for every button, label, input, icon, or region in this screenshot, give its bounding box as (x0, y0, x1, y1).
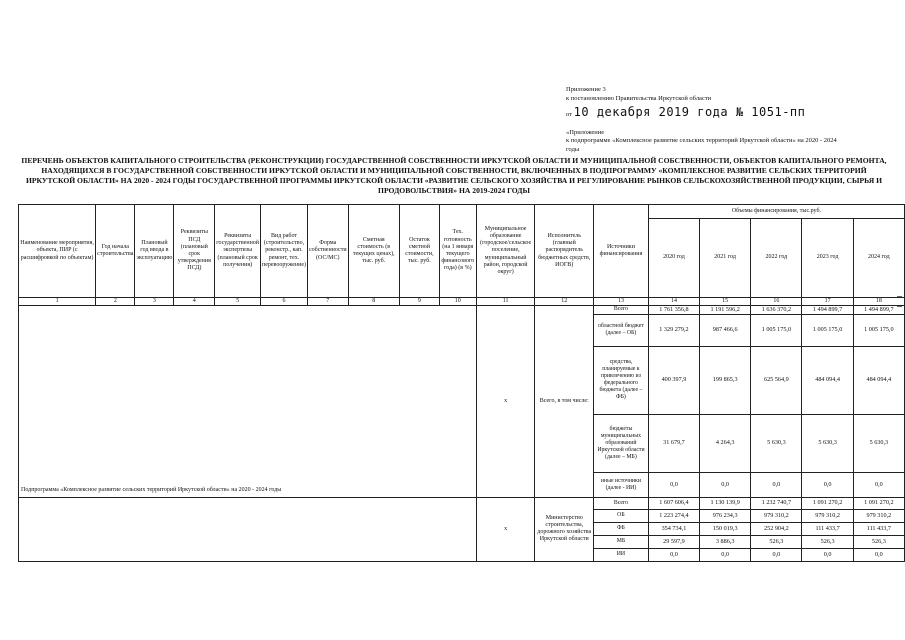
value-cell: 0,0 (853, 472, 904, 497)
col-number: 16 (751, 298, 802, 306)
header-plan-year: Плановый год ввода в эксплуатацию (135, 205, 174, 298)
appendix-date-line (566, 104, 896, 120)
value-cell: 150 019,3 (700, 522, 751, 535)
value-cell: 0,0 (802, 472, 853, 497)
col-number: 7 (308, 298, 349, 306)
block1-executor: Всего, в том числе: (535, 306, 594, 497)
appendix-sub-ref: к подпрограмме «Комплексное развитие сельских территорий Иркутской области» на 2020 - 2024 (566, 137, 837, 145)
value-cell: 1 091 270,2 (802, 497, 853, 509)
col-number: 11 (476, 298, 535, 306)
value-cell: 252 904,2 (751, 522, 802, 535)
col-number: 8 (348, 298, 399, 306)
header-funding-group: Объемы финансирования, тыс.руб. (648, 205, 904, 219)
source-cell: бюджеты муниципальных образований Иркутской области (далее – МБ) (594, 414, 649, 472)
value-cell: 979 310,2 (853, 509, 904, 522)
col-number: 3 (135, 298, 174, 306)
value-cell: 1 005 175,0 (853, 314, 904, 346)
value-cell: 979 310,2 (802, 509, 853, 522)
appendix-date-prefix: от (566, 110, 573, 118)
header-year-start: Год начала строительства (96, 205, 135, 298)
subprogram-label: Подпрограмма «Комплексное развитие сельских территорий Иркутской области» на 2020 - 2024 годы (19, 306, 477, 497)
value-cell: 1 005 175,0 (751, 314, 802, 346)
value-cell: 1 223 274,4 (648, 509, 699, 522)
value-cell: 0,0 (802, 548, 853, 561)
col-number: 1 (19, 298, 96, 306)
source-cell: Всего (594, 497, 649, 509)
col-number: 9 (400, 298, 440, 306)
block1-mark: х (476, 306, 535, 497)
header-year-2023: 2023 год (802, 219, 853, 298)
value-cell: 0,0 (700, 548, 751, 561)
value-cell: 31 679,7 (648, 414, 699, 472)
source-cell: ФБ (594, 522, 649, 535)
value-cell: 1 232 740,7 (751, 497, 802, 509)
value-cell: 0,0 (648, 472, 699, 497)
header-work-type: Вид работ (строительство, реконстр., кап. ремонт, тех. перевооружение) (261, 205, 308, 298)
value-cell: 3 886,3 (700, 535, 751, 548)
value-cell: 29 597,9 (648, 535, 699, 548)
value-cell: 987 466,6 (700, 314, 751, 346)
header-name: Наименование мероприятия, объекта, ПИР (с расшифровкой по объектам) (19, 205, 96, 298)
source-cell: ИИ (594, 548, 649, 561)
value-cell: 484 094,4 (853, 346, 904, 414)
header-year-2022: 2022 год (751, 219, 802, 298)
value-cell: 1 130 139,9 (700, 497, 751, 509)
value-cell: 1 329 279,2 (648, 314, 699, 346)
value-cell: 0,0 (700, 472, 751, 497)
header-remainder: Остаток сметной стоимости, тыс. руб. (400, 205, 440, 298)
value-cell: 400 397,9 (648, 346, 699, 414)
col-number: 5 (215, 298, 261, 306)
value-cell: 1 091 270,2 (853, 497, 904, 509)
value-cell: 526,3 (751, 535, 802, 548)
value-cell: 111 433,7 (853, 522, 904, 535)
value-cell: 625 564,9 (751, 346, 802, 414)
value-cell: 111 433,7 (802, 522, 853, 535)
col-number: 18 (853, 298, 904, 306)
block2-mark: х (476, 497, 535, 561)
col-number: 10 (439, 298, 476, 306)
value-cell: 1 191 596,2 (700, 306, 751, 314)
value-cell: 1 636 370,2 (751, 306, 802, 314)
source-cell: областной бюджет (далее – ОБ) (594, 314, 649, 346)
value-cell: 484 094,4 (802, 346, 853, 414)
value-cell: 0,0 (751, 472, 802, 497)
scan-margin-mark (897, 306, 902, 307)
header-readiness: Тех. готовность (на 1 января текущего финансового года) (в %) (439, 205, 476, 298)
appendix-block (566, 86, 896, 155)
document-title: ПЕРЕЧЕНЬ ОБЪЕКТОВ КАПИТАЛЬНОГО СТРОИТЕЛЬСТВА (РЕКОНСТРУКЦИИ) ГОСУДАРСТВЕННОЙ СОБСТВЕННОСТИ ИРКУТСКОЙ ОБЛАСТИ И МУНИЦИПАЛЬНОЙ СОБСТВЕННОСТИ, ОБЪЕКТОВ КАПИТАЛЬНОГО РЕМОНТА, НАХОДЯЩИХСЯ В ГОСУДАРСТВЕННОЙ СОБСТВЕННОСТИ ИРКУТСКОЙ ОБЛАСТИ И МУНИЦИПАЛЬНОЙ СОБСТВЕННОСТИ, ВКЛЮЧЕННЫХ В ПОДПРОГРАММУ «КОМПЛЕКСНОЕ РАЗВИТИЕ СЕЛЬСКИХ ТЕРРИТОРИЙ ИРКУТСКОЙ ОБЛАСТИ» НА 2020 - 2024 ГОДЫ ГОСУДАРСТВЕННОЙ ПРОГРАММЫ ИРКУТСКОЙ ОБЛАСТИ «РАЗВИТИЕ СЕЛЬСКОГО ХОЗЯЙСТВА И РЕГУЛИРОВАНИЕ РЫНКОВ СЕЛЬСКОХОЗЯЙСТВЕННОЙ ПРОДУКЦИИ, СЫРЬЯ И ПРОДОВОЛЬСТВИЯ» НА 2019-2024 ГОДЫ (21, 156, 887, 196)
value-cell: 1 005 175,0 (802, 314, 853, 346)
value-cell: 1 761 356,8 (648, 306, 699, 314)
appendix-date: 10 декабря 2019 года № 1051-пп (573, 104, 806, 119)
value-cell: 0,0 (853, 548, 904, 561)
col-number: 4 (174, 298, 215, 306)
col-number: 2 (96, 298, 135, 306)
col-number: 13 (594, 298, 649, 306)
appendix-sub-label: «Приложение (566, 128, 605, 136)
source-cell: средства, планируемые к привлечению из федерального бюджета (далее – ФБ) (594, 346, 649, 414)
header-expertise: Реквизиты государственной экспертизы (плановый срок получения) (215, 205, 261, 298)
header-psd: Реквизиты ПСД (плановый срок утверждения ПСД) (174, 205, 215, 298)
col-number: 6 (261, 298, 308, 306)
value-cell: 5 630,3 (802, 414, 853, 472)
scan-margin-mark (897, 296, 902, 297)
source-cell: Всего (594, 306, 649, 314)
objects-table (18, 204, 905, 562)
value-cell: 526,3 (853, 535, 904, 548)
value-cell: 5 630,3 (751, 414, 802, 472)
value-cell: 526,3 (802, 535, 853, 548)
value-cell: 1 494 899,7 (853, 306, 904, 314)
header-year-2020: 2020 год (648, 219, 699, 298)
header-year-2021: 2021 год (700, 219, 751, 298)
value-cell: 979 310,2 (751, 509, 802, 522)
col-number: 17 (802, 298, 853, 306)
header-executor: Исполнитель (главный распорядитель бюджетных средств, ИОГВ) (535, 205, 594, 298)
value-cell: 354 734,1 (648, 522, 699, 535)
value-cell: 4 264,3 (700, 414, 751, 472)
value-cell: 0,0 (751, 548, 802, 561)
value-cell: 1 494 899,7 (802, 306, 853, 314)
appendix-number: Приложение 3 (566, 86, 606, 93)
appendix-sub-ref-tail: годы (566, 146, 580, 154)
col-number: 14 (648, 298, 699, 306)
source-cell: ОБ (594, 509, 649, 522)
block2-executor: Министерство строительства, дорожного хозяйства Иркутской области (535, 497, 594, 561)
value-cell: 199 865,3 (700, 346, 751, 414)
block2-blank (19, 497, 477, 561)
col-number: 15 (700, 298, 751, 306)
value-cell: 5 630,3 (853, 414, 904, 472)
appendix-resolution-ref: к постановлению Правительства Иркутской области (566, 94, 712, 102)
value-cell: 1 607 606,4 (648, 497, 699, 509)
value-cell: 0,0 (648, 548, 699, 561)
header-sources: Источники финансирования (594, 205, 649, 298)
source-cell: иные источники (далее - ИИ) (594, 472, 649, 497)
header-ownership: Форма собственности (ОС/МС) (308, 205, 349, 298)
value-cell: 976 234,3 (700, 509, 751, 522)
header-year-2024: 2024 год (853, 219, 904, 298)
source-cell: МБ (594, 535, 649, 548)
col-number: 12 (535, 298, 594, 306)
header-cost: Сметная стоимость (в текущих ценах), тыс. руб. (348, 205, 399, 298)
header-municipality: Муниципальное образование (городское/сельское поселение, муниципальный район, городской округ) (476, 205, 535, 298)
